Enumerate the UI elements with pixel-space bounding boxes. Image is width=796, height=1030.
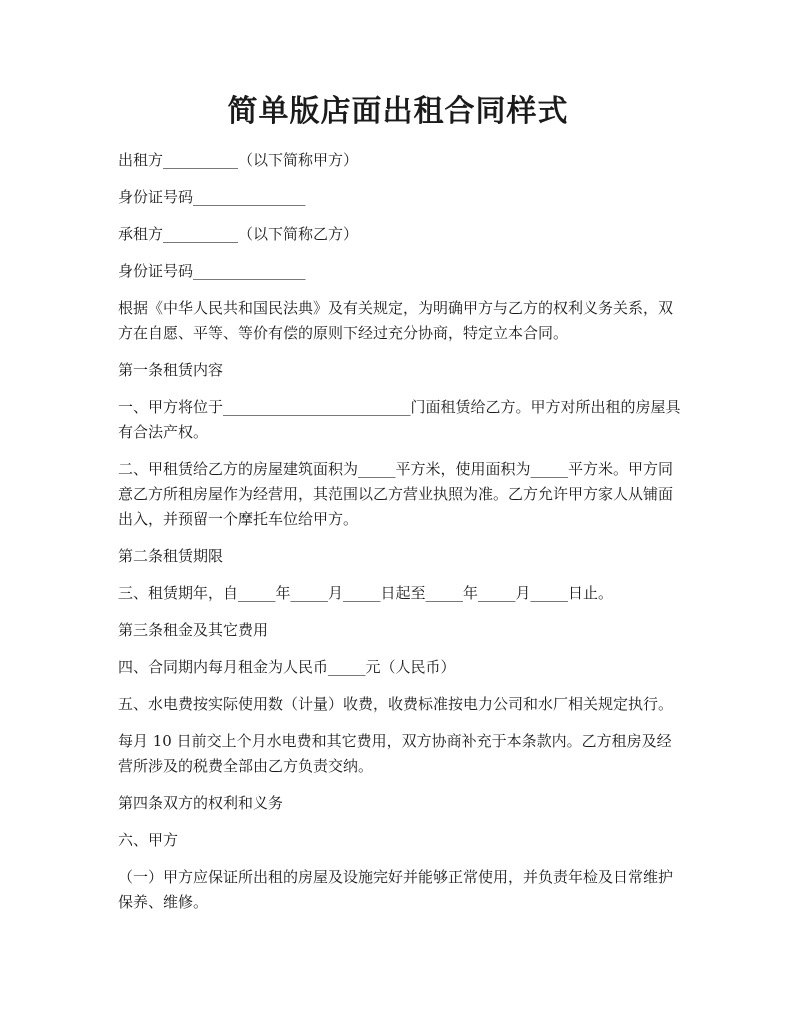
section-heading-4: 第四条双方的权利和义务 <box>118 794 284 812</box>
document-title: 简单版店面出租合同样式 <box>227 94 569 129</box>
section-heading-1: 第一条租赁内容 <box>118 361 224 379</box>
clause-5-continued: 每月 10 日前交上个月水电费和其它费用，双方协商补充于本条款内。乙方租房及经营所涉及的税费全部由乙方负责交纳。 <box>118 732 672 775</box>
clause-6: 六、甲方 <box>118 831 179 849</box>
document-body <box>118 148 686 927</box>
paragraph-lessor: 出租方__________（以下简称甲方） <box>118 151 359 169</box>
clause-4: 四、合同期内每月租金为人民币_____元（人民币） <box>118 658 456 676</box>
clause-2: 二、甲租赁给乙方的房屋建筑面积为_____平方米，使用面积为_____平方米。甲方同意乙方所租房屋作为经营用，其范围以乙方营业执照为准。乙方允许甲方家人从铺面出入，并预留一个摩托车位给甲方。 <box>118 460 674 528</box>
paragraph-lessee: 承租方__________（以下简称乙方） <box>118 225 359 243</box>
clause-6-item-1: （一）甲方应保证所出租的房屋及设施完好并能够正常使用，并负责年检及日常维护保养、维修。 <box>118 868 674 911</box>
paragraph-lessee-id: 身份证号码_______________ <box>118 262 306 280</box>
paragraph-lessor-id: 身份证号码_______________ <box>118 188 306 206</box>
section-heading-2: 第二条租赁期限 <box>118 547 224 565</box>
clause-5: 五、水电费按实际使用数（计量）收费，收费标准按电力公司和水厂相关规定执行。 <box>118 695 674 713</box>
clause-1: 一、甲方将位于_________________________门面租赁给乙方。甲方对所出租的房屋具有合法产权。 <box>118 398 681 441</box>
section-heading-3: 第三条租金及其它费用 <box>118 621 269 639</box>
paragraph-preamble: 根据《中华人民共和国民法典》及有关规定，为明确甲方与乙方的权利义务关系，双方在自愿、平等、等价有偿的原则下经过充分协商，特定立本合同。 <box>118 299 674 342</box>
clause-3: 三、租赁期年，自_____年_____月_____日起至_____年_____月_____日止。 <box>118 584 614 602</box>
